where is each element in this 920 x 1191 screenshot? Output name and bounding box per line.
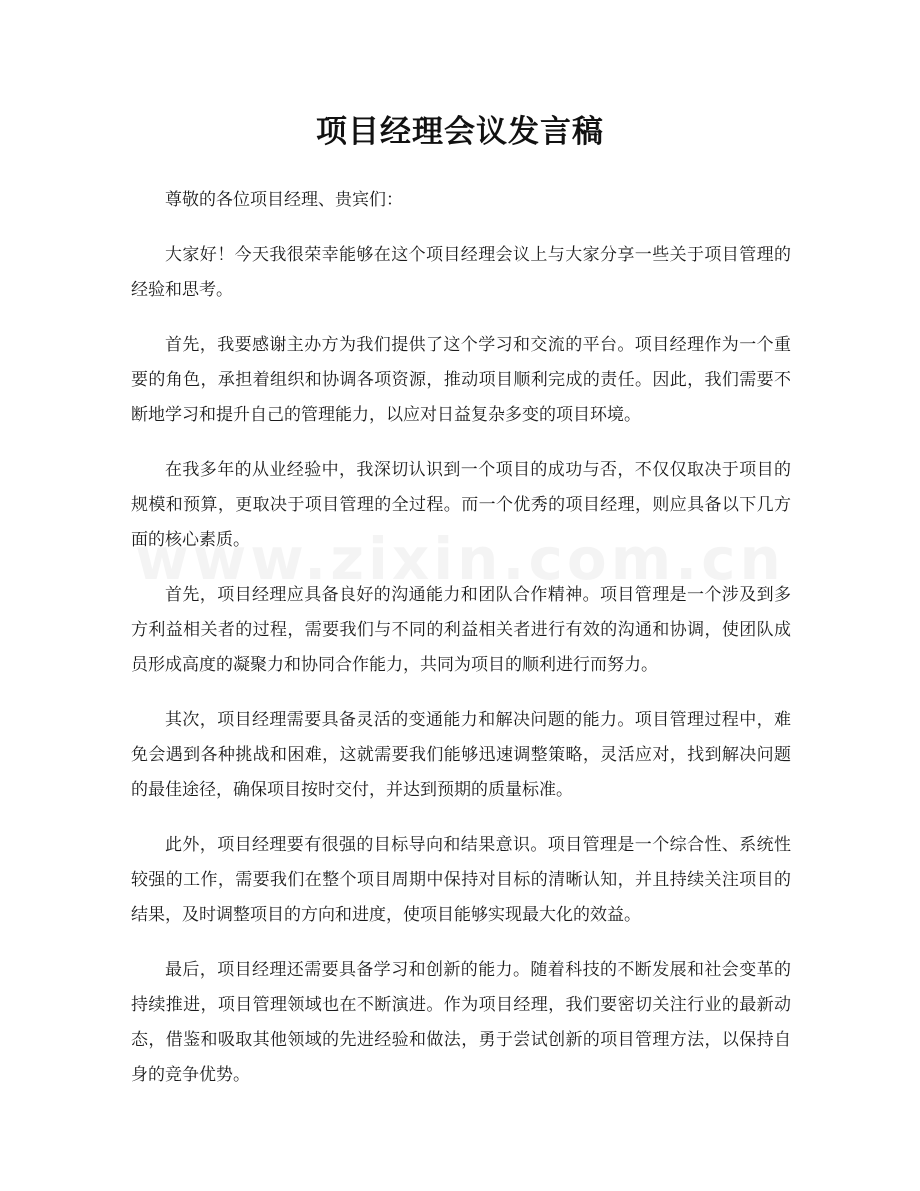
paragraph-communication: 首先，项目经理应具备良好的沟通能力和团队合作精神。项目管理是一个涉及到多方利益相关者的过程，需要我们与不同的利益相关者进行有效的沟通和协调，使团队成员形成高度的凝聚力和协同合作能力，共同为项目的顺利进行而努力。 xyxy=(131,585,791,675)
document-body xyxy=(131,183,791,1113)
paragraph-thanks: 首先，我要感谢主办方为我们提供了这个学习和交流的平台。项目经理作为一个重要的角色，承担着组织和协调各项资源，推动项目顺利完成的责任。因此，我们需要不断地学习和提升自己的管理能力，以应对日益复杂多变的项目环境。 xyxy=(131,335,791,425)
paragraph-flexibility: 其次，项目经理需要具备灵活的变通能力和解决问题的能力。项目管理过程中，难免会遇到各种挑战和困难，这就需要我们能够迅速调整策略，灵活应对，找到解决问题的最佳途径，确保项目按时交付，并达到预期的质量标准。 xyxy=(131,710,791,800)
document-title: 项目经理会议发言稿 xyxy=(316,114,604,150)
paragraph-experience: 在我多年的从业经验中，我深切认识到一个项目的成功与否，不仅仅取决于项目的规模和预算，更取决于项目管理的全过程。而一个优秀的项目经理，则应具备以下几方面的核心素质。 xyxy=(131,460,791,550)
paragraph-salutation: 尊敬的各位项目经理、贵宾们： xyxy=(165,190,403,210)
paragraph-goal-orientation: 此外，项目经理要有很强的目标导向和结果意识。项目管理是一个综合性、系统性较强的工作，需要我们在整个项目周期中保持对目标的清晰认知，并且持续关注项目的结果，及时调整项目的方向和进度，使项目能够实现最大化的效益。 xyxy=(131,835,791,925)
paragraph-innovation: 最后，项目经理还需要具备学习和创新的能力。随着科技的不断发展和社会变革的持续推进，项目管理领域也在不断演进。作为项目经理，我们要密切关注行业的最新动态，借鉴和吸取其他领域的先进经验和做法，勇于尝试创新的项目管理方法，以保持自身的竞争优势。 xyxy=(131,960,791,1085)
paragraph-greeting: 大家好！今天我很荣幸能够在这个项目经理会议上与大家分享一些关于项目管理的经验和思考。 xyxy=(131,245,791,300)
